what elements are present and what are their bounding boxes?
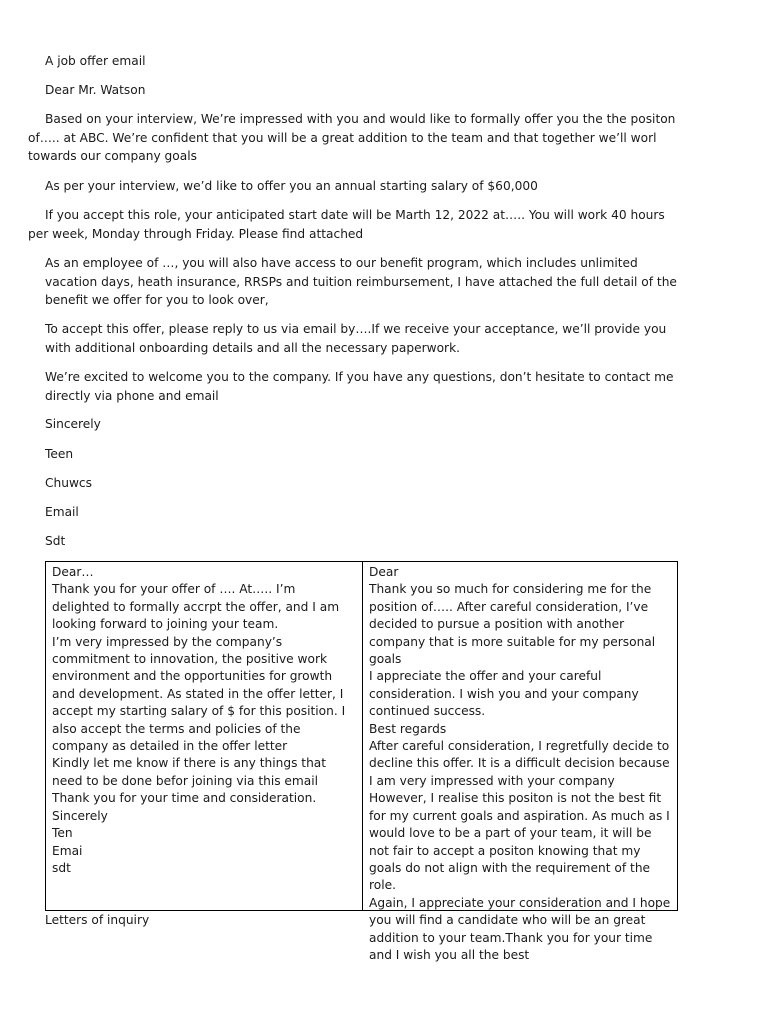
footer-heading: Letters of inquiry [45,913,150,927]
acceptance-closing: Sincerely [52,808,108,823]
paragraph-accept: To accept this offer, please reply to us via email by….If we receive your acceptance, we’ll provide you with additional onboarding details and all the necessary paperwork. [45,322,667,355]
acceptance-line: Thank you for your time and consideration. [52,791,317,806]
acceptance-letter-cell [46,562,363,910]
signoff-name-1: Teen [45,447,74,461]
decline-line: Thank you so much for considering me for the position of….. After careful consideration, I’ve decided to pursue a position with another company that is more suitable for my personal goals [369,582,656,667]
decline-greeting: Dear [369,565,399,579]
decline-line: Again, I appreciate your consideration and I hope you will find a candidate who will be an great addition to your team.Thank you for your time and I wish you all the best [369,895,671,962]
decline-line: I appreciate the offer and your careful consideration. I wish you and your company continued success. [369,669,639,719]
decline-line: After careful consideration, I regretfully decide to decline this offer. It is a difficult decision because I am very impressed with your company [369,739,670,788]
signoff-name-2: Chuwcs [45,476,92,490]
paragraph-start-date: If you accept this role, your anticipated start date will be Marth 12, 2022 at….. You will work 40 hours per week, Monday through Friday. Please find attached [28,208,665,241]
acceptance-phone: sdt [52,860,71,875]
acceptance-line: Thank you for your offer of …. At….. I’m delighted to formally accrpt the offer, and I am looking forward to joining your team. [52,582,340,632]
signoff-closing: Sincerely [45,417,101,431]
acceptance-line: I’m very impressed by the company’s commitment to innovation, the positive work environment and the opportunities for growth and development. As stated in the offer letter, I accept my starting salary of $ for this position. I also accept the terms and policies of the company as detailed in the offer letter [52,634,346,754]
paragraph-benefits: As an employee of …, you will also have access to our benefit program, which includes unlimited vacation days, heath insurance, RRSPs and tuition reimbursement, I have attached the full detail of the benefit we offer for you to look over, [45,256,677,307]
document-heading: A job offer email [45,54,146,68]
acceptance-greeting: Dear… [52,565,94,579]
decline-closing: Best regards [369,721,447,736]
greeting: Dear Mr. Watson [45,83,146,97]
acceptance-email: Emai [52,843,83,858]
acceptance-name: Ten [52,826,73,841]
decline-letter-cell [363,562,677,962]
signoff-email: Email [45,505,79,519]
paragraph-welcome: We’re excited to welcome you to the company. If you have any questions, don’t hesitate to contact me directly via phone and email [45,370,674,403]
signoff-phone: Sdt [45,534,66,548]
paragraph-salary: As per your interview, we’d like to offer you an annual starting salary of $60,000 [45,179,538,193]
paragraph-offer: Based on your interview, We’re impressed with you and would like to formally offer you the the positon of….. at ABC. We’re confident that you will be a great addition to the team and that together we’ll worl towards our company goals [28,112,676,163]
acceptance-line: Kindly let me know if there is any things that need to be done befor joining via this email [52,756,327,788]
decline-line: However, I realise this positon is not the best fit for my current goals and aspiration. As much as I would love to be a part of your team, it will be not fair to accept a positon knowing that my goals do not align with the requirement of the role. [369,791,670,893]
